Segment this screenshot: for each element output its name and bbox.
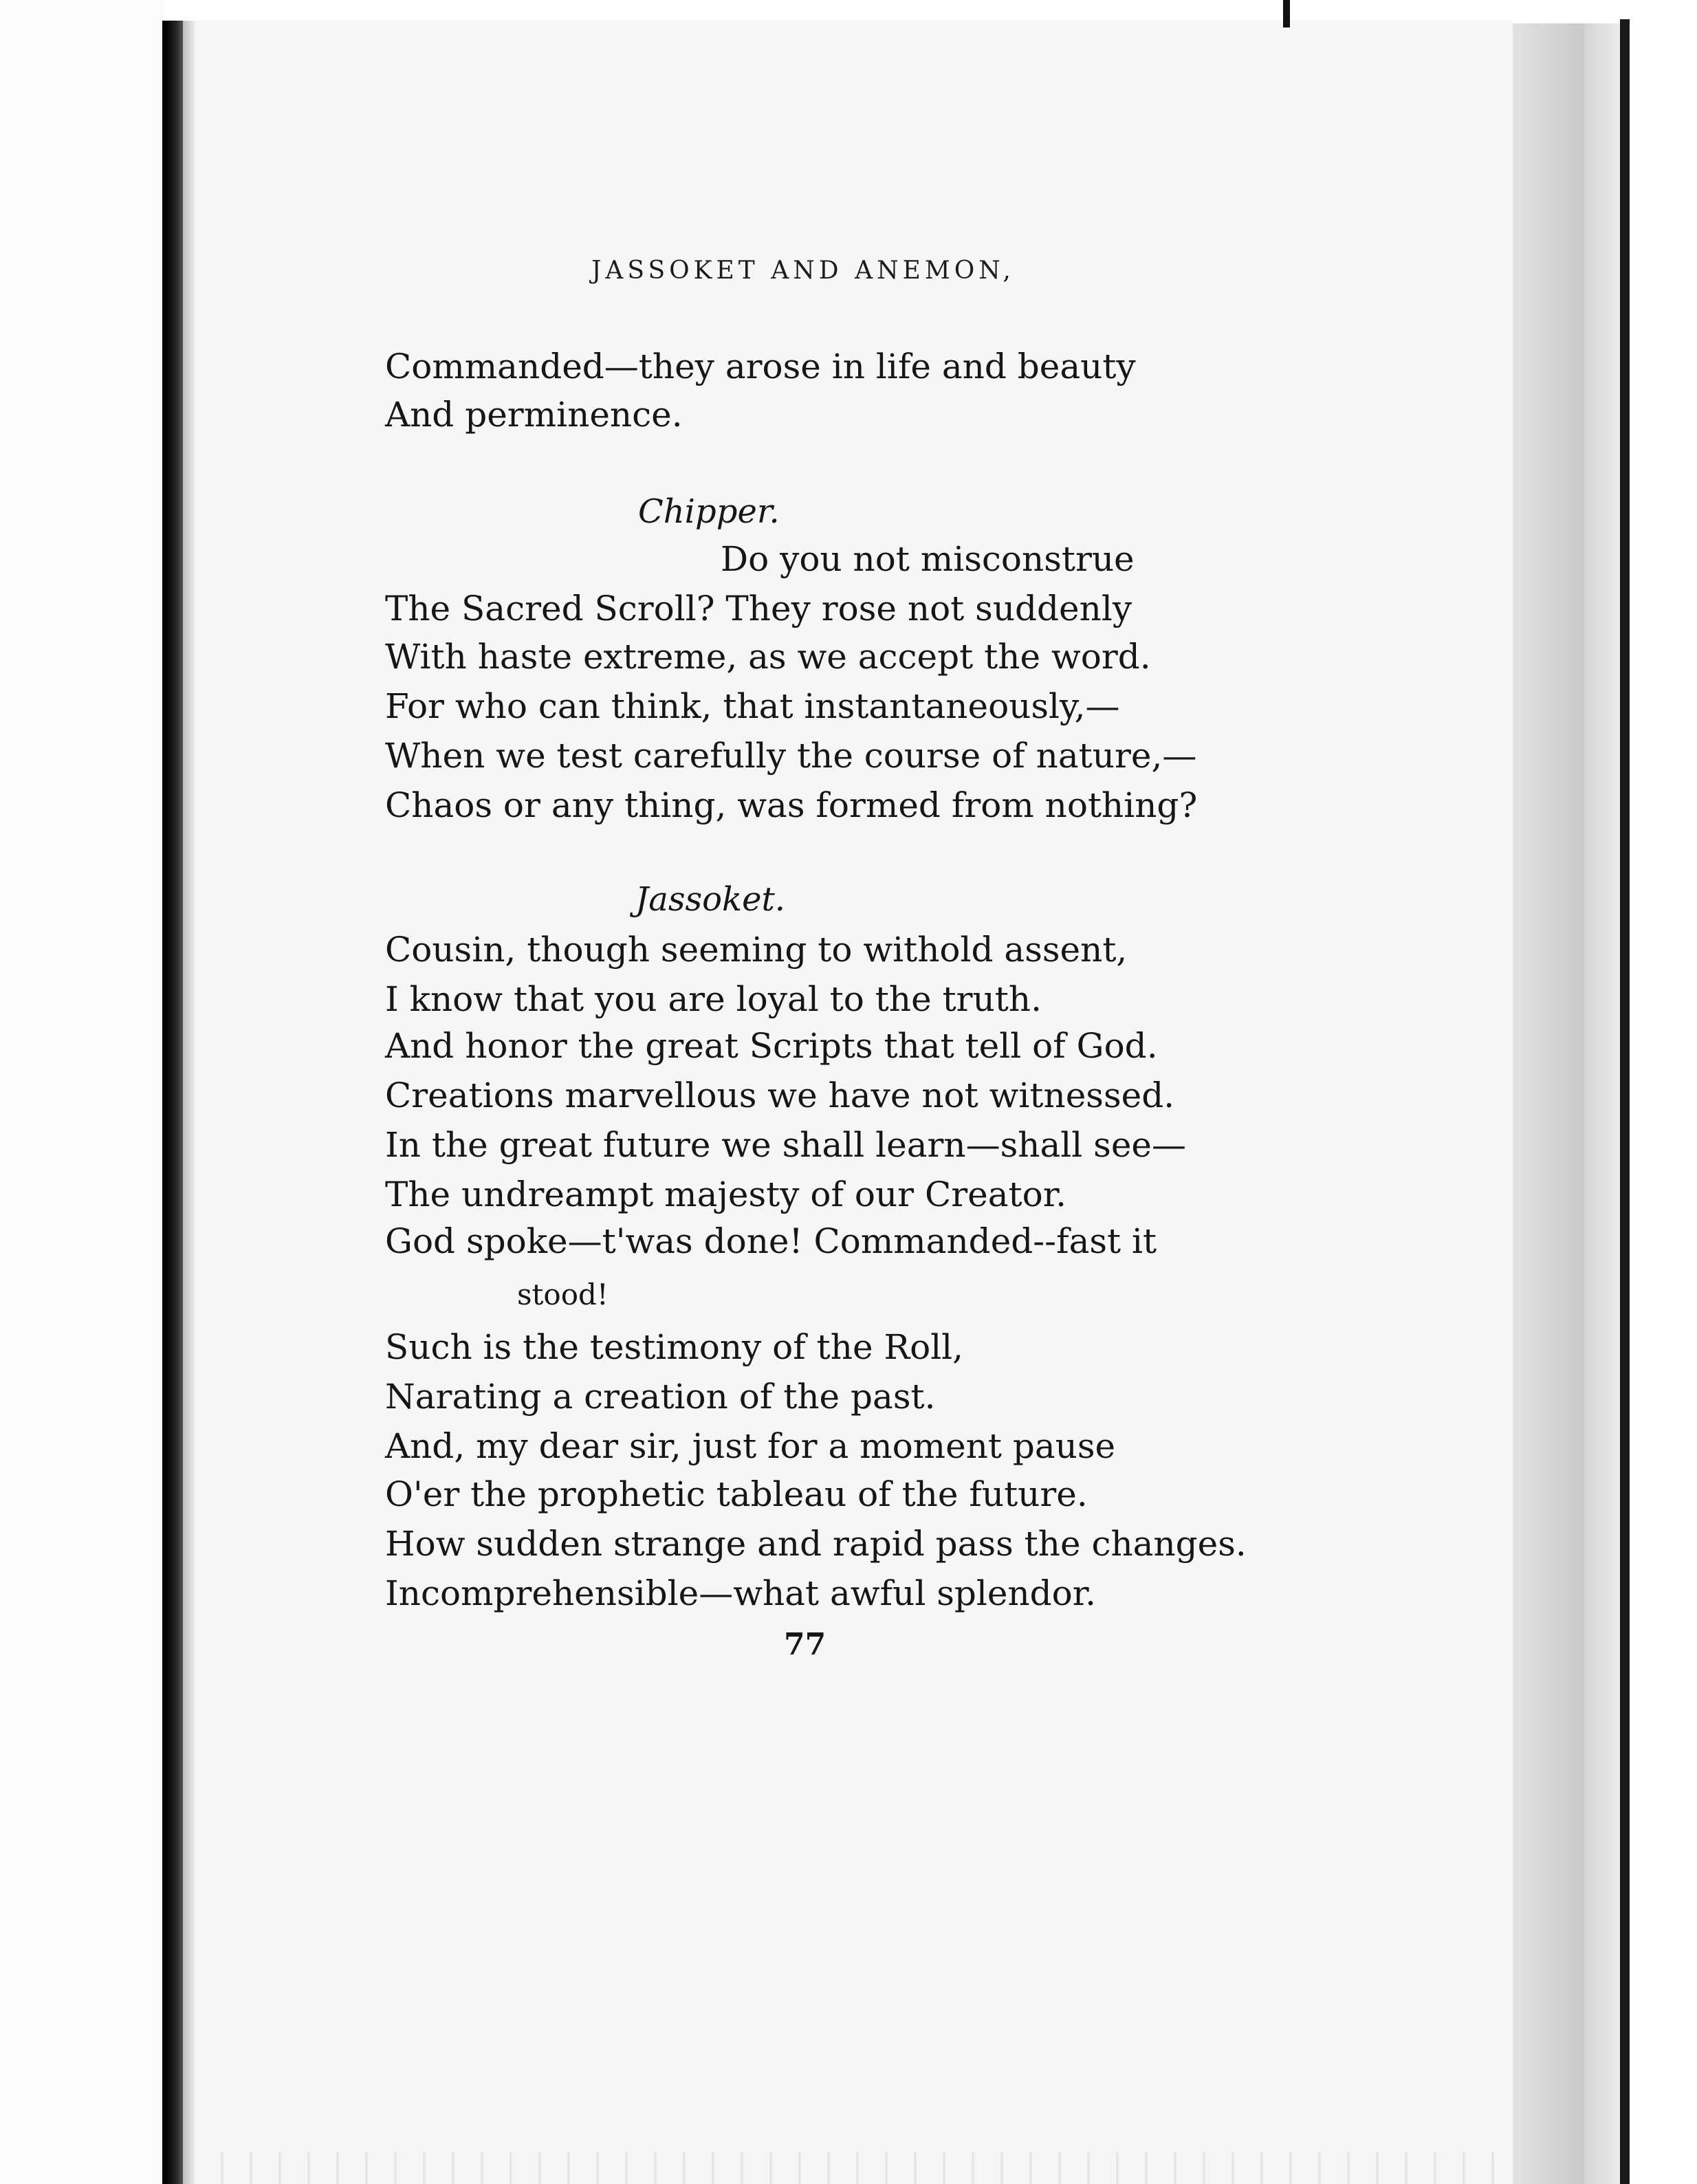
verse-line: Incomprehensible—what awful splendor. [385,1573,1097,1613]
verse-line: How sudden strange and rapid pass the changes. [385,1524,1247,1564]
verse-line: And perminence. [385,395,683,435]
running-head: JASSOKET AND ANEMON, [591,256,1015,285]
scan-artifact-mark [1283,0,1290,28]
page-number: 77 [784,1627,826,1662]
verse-line: Such is the testimony of the Roll, [385,1327,964,1367]
verse-line: In the great future we shall learn—shall see— [385,1125,1187,1165]
scan-top-margin [162,0,1627,21]
scan-right-margin [1630,0,1697,2184]
verse-line: With haste extreme, as we accept the word. [385,637,1151,677]
verse-line: When we test carefully the course of nature,— [385,736,1197,776]
verse-line: Do you not misconstrue [721,539,1135,579]
book-gutter [162,21,183,2184]
verse-line: Chaos or any thing, was formed from nothing? [385,785,1198,825]
verse-line: I know that you are loyal to the truth. [385,979,1042,1019]
verse-line: The Sacred Scroll? They rose not suddenly [385,589,1132,629]
speaker-name: Jassoket. [635,880,786,919]
verse-line: And, my dear sir, just for a moment pause [385,1426,1116,1466]
scan-noise [195,2152,1513,2184]
verse-line: Creations marvellous we have not witnessed. [385,1075,1175,1115]
gutter-shadow [183,21,195,2184]
page-edge-outer [1513,23,1584,2184]
verse-line: The undreampt majesty of our Creator. [385,1175,1067,1214]
cover-edge [1620,19,1630,2184]
verse-line: For who can think, that instantaneously,— [385,686,1120,726]
verse-line-continuation: stood! [517,1278,609,1311]
speaker-name: Chipper. [638,492,780,531]
verse-line: Narating a creation of the past. [385,1377,936,1417]
verse-line: Commanded—they arose in life and beauty [385,347,1136,386]
verse-line: God spoke—t'was done! Commanded--fast it [385,1221,1157,1261]
verse-line: O'er the prophetic tableau of the future. [385,1474,1088,1514]
verse-line: Cousin, though seeming to withold assent, [385,930,1128,970]
page-edge-fore [1584,23,1620,2184]
verse-line: And honor the great Scripts that tell of God. [385,1026,1158,1066]
facing-page-edge [0,0,162,2184]
